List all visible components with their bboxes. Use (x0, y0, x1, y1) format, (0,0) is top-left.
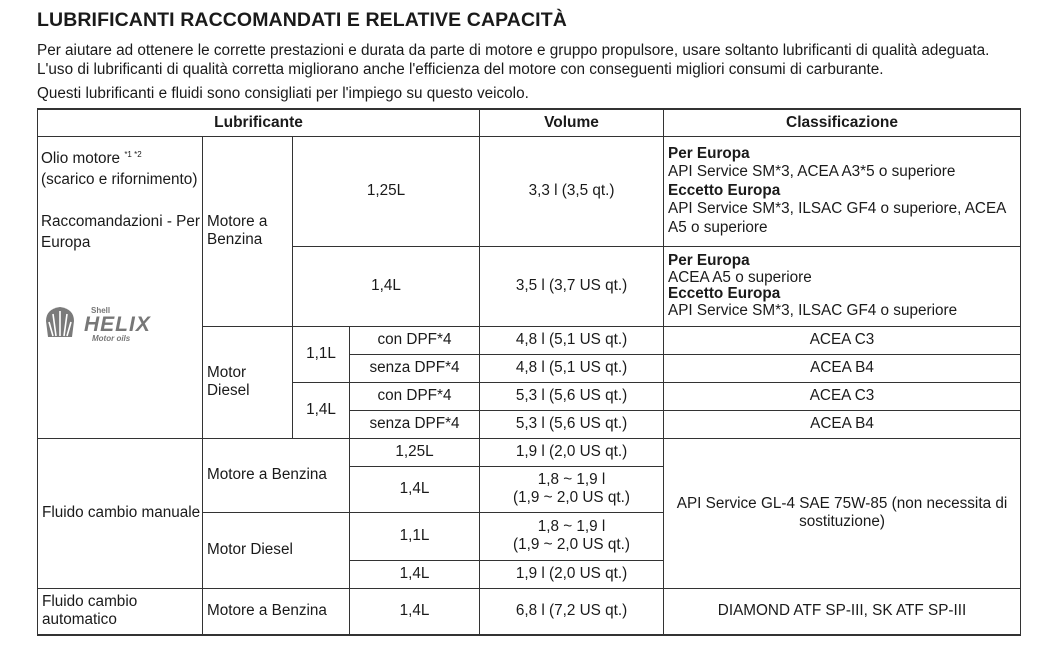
manual-fluid-classification: API Service GL-4 SAE 75W-85 (non necessita di sostituzione) (664, 438, 1021, 588)
oil-classification (664, 136, 1021, 246)
oil-volume: 3,3 l (3,5 qt.) (480, 136, 664, 246)
engine-size: 1,4L (350, 560, 480, 588)
table-header-row (38, 109, 1021, 136)
spec-europe: API Service SM*3, ACEA A3*5 o superiore (668, 163, 956, 181)
intro-paragraph: Per aiutare ad ottenere le corrette prestazioni e durata da parte di motore e gruppo propulsore, usare soltanto lubrificanti di qualità adeguata. L'uso di lubrificanti di qualità corretta migliorano anche l'efficienza del motore con conseguenti migliori consumi di carburante. (37, 42, 990, 78)
volume-range: 1,8 ~ 1,9 l (537, 517, 606, 535)
fluid-volume: 1,9 l (2,0 US qt.) (480, 560, 664, 588)
fluid-volume (480, 512, 664, 560)
spec-europe: ACEA A5 o superiore (668, 268, 812, 286)
page-title: LUBRIFICANTI RACCOMANDATI E RELATIVE CAPACITÀ (37, 9, 567, 31)
engine-size: 1,25L (350, 438, 480, 466)
dpf-option: senza DPF*4 (350, 354, 480, 382)
automatic-fluid-classification: DIAMOND ATF SP-III, SK ATF SP-III (664, 588, 1021, 635)
oil-classification: ACEA C3 (664, 382, 1021, 410)
engine-size: 1,1L (293, 326, 350, 382)
manual-fluid-name: Fluido cambio manuale (38, 438, 203, 588)
engine-oil-name: Olio motore (41, 149, 121, 167)
manual-diesel-label: Motor Diesel (203, 512, 350, 588)
automatic-engine-label: Motore a Benzina (203, 588, 350, 635)
logo-product: HELIX (84, 312, 151, 336)
shell-logo-icon (46, 307, 74, 337)
engine-size: 1,1L (350, 512, 480, 560)
table-row (38, 136, 1021, 246)
volume-range-us: (1,9 ~ 2,0 US qt.) (513, 489, 630, 506)
header-volume: Volume (480, 109, 664, 136)
dpf-option: con DPF*4 (350, 326, 480, 354)
diesel-engine-label: Motor Diesel (203, 326, 293, 438)
manual-petrol-label: Motore a Benzina (203, 438, 350, 512)
fluid-volume: 1,9 l (2,0 US qt.) (480, 438, 664, 466)
region-europe: Per Europa (668, 252, 750, 269)
spec-other: API Service SM*3, ILSAC GF4 o superiore, ACEA A5 o superiore (668, 200, 1006, 236)
oil-classification (664, 246, 1021, 326)
oil-volume: 4,8 l (5,1 US qt.) (480, 326, 664, 354)
volume-range: 1,8 ~ 1,9 l (537, 470, 606, 488)
engine-oil-recommendation: Raccomandazioni - Per Europa (41, 212, 200, 251)
oil-volume: 4,8 l (5,1 US qt.) (480, 354, 664, 382)
dpf-option: con DPF*4 (350, 382, 480, 410)
logo-brand: Shell (91, 305, 111, 315)
header-classification: Classificazione (664, 109, 1021, 136)
fluid-volume: 6,8 l (7,2 US qt.) (480, 588, 664, 635)
oil-volume: 5,3 l (5,6 US qt.) (480, 382, 664, 410)
petrol-engine-label: Motore a Benzina (203, 136, 293, 326)
engine-size: 1,4L (293, 246, 480, 326)
oil-classification: ACEA B4 (664, 410, 1021, 438)
lubricants-table (37, 108, 1021, 636)
region-europe: Per Europa (668, 144, 750, 162)
automatic-fluid-name: Fluido cambio automatico (38, 588, 203, 635)
intro-note: Questi lubrificanti e fluidi sono consigliati per l'impiego su questo veicolo. (37, 85, 529, 102)
header-lubricant: Lubrificante (38, 109, 480, 136)
engine-size: 1,4L (350, 466, 480, 512)
engine-oil-cell (38, 136, 203, 438)
engine-size: 1,4L (350, 588, 480, 635)
oil-volume: 5,3 l (5,6 US qt.) (480, 410, 664, 438)
engine-size: 1,25L (293, 136, 480, 246)
volume-range-us: (1,9 ~ 2,0 US qt.) (513, 536, 630, 553)
region-other: Eccetto Europa (668, 181, 781, 199)
oil-volume: 3,5 l (3,7 US qt.) (480, 246, 664, 326)
logo-tagline: Motor oils (92, 333, 131, 343)
table-row (38, 588, 1021, 635)
oil-classification: ACEA B4 (664, 354, 1021, 382)
table-row (38, 438, 1021, 466)
engine-oil-footnotes: *1 *2 (124, 149, 142, 159)
fluid-volume (480, 466, 664, 512)
spec-other: API Service SM*3, ILSAC GF4 o superiore (668, 301, 958, 319)
shell-helix-logo (42, 303, 192, 343)
dpf-option: senza DPF*4 (350, 410, 480, 438)
engine-oil-note: (scarico e rifornimento) (41, 170, 198, 188)
engine-size: 1,4L (293, 382, 350, 438)
region-other: Eccetto Europa (668, 285, 781, 302)
oil-classification: ACEA C3 (664, 326, 1021, 354)
